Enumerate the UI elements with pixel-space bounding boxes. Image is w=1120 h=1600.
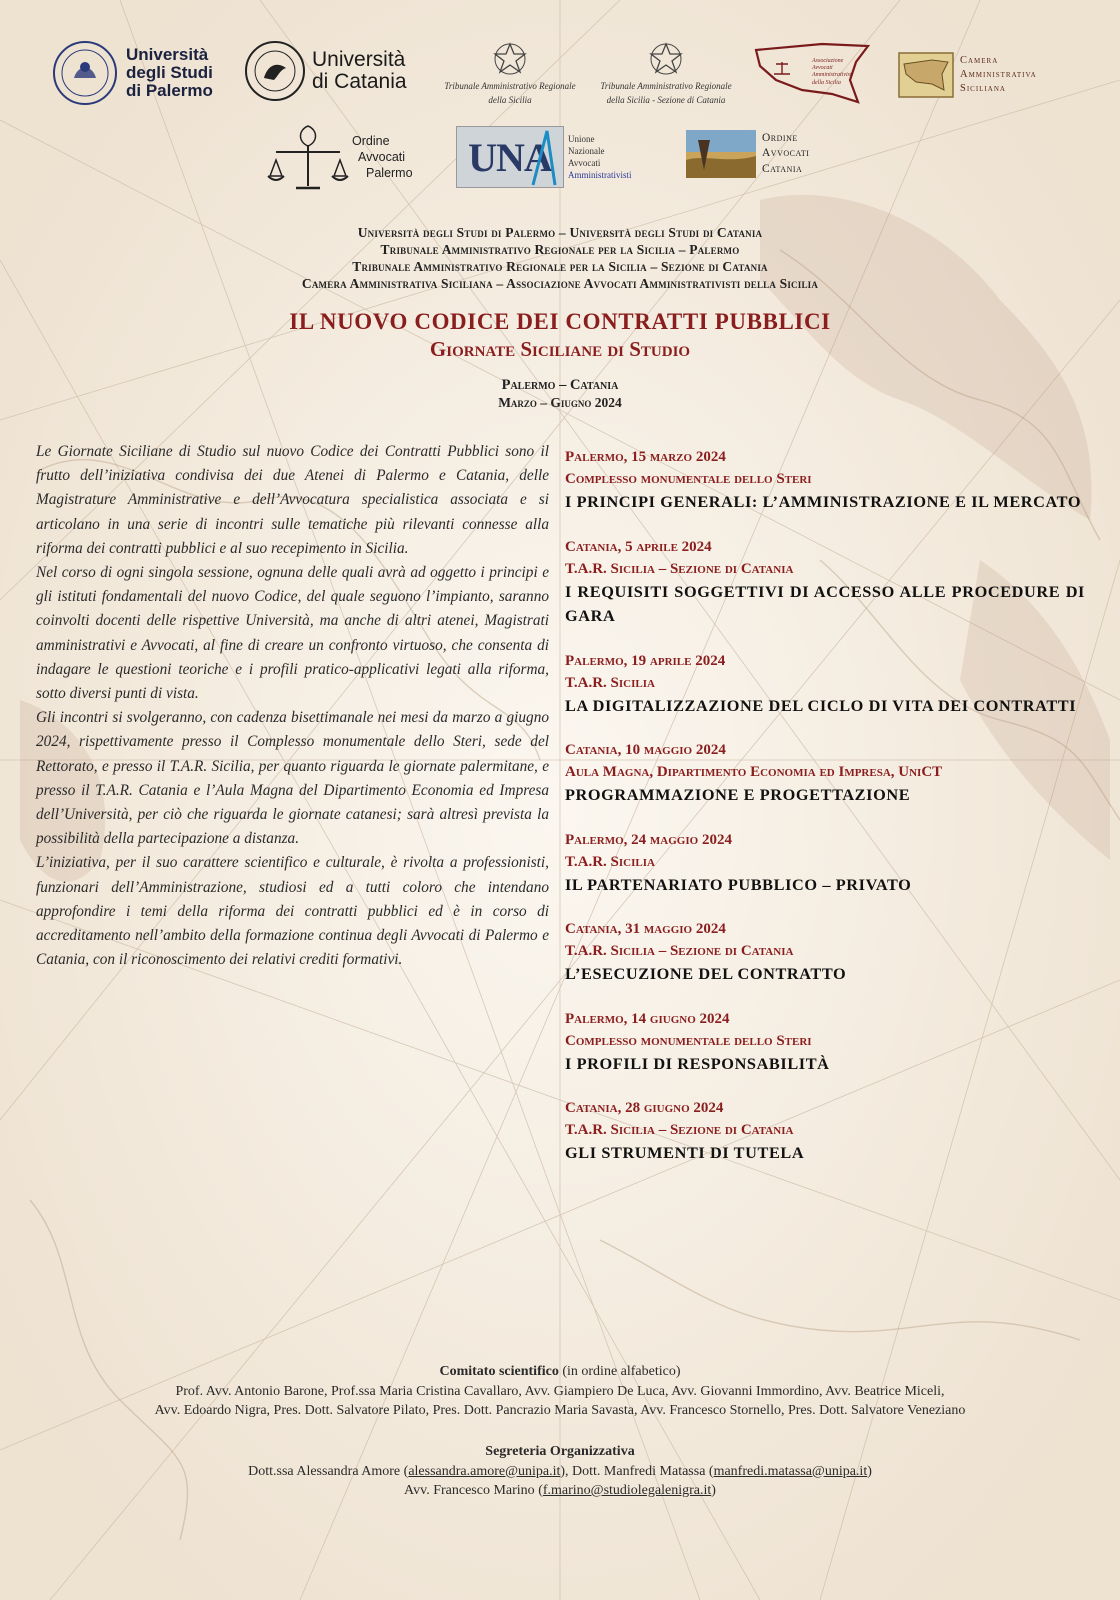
session-topic: GLI STRUMENTI DI TUTELA	[565, 1143, 805, 1162]
session-topic: IL PARTENARIATO PUBBLICO – PRIVATO	[565, 874, 912, 894]
logo-camera	[898, 52, 1037, 98]
session-date: Catania, 28 giugno 2024	[565, 1100, 724, 1116]
schedule-item	[565, 918, 1085, 987]
logo-unict	[244, 40, 407, 102]
institution-line: Tribunale Amministrativo Regionale per la Sicilia – Sezione di Catania	[352, 259, 768, 274]
secretariat: Segreteria Organizzativa Dott.ssa Alessandra Amore (alessandra.amore@unipa.it), Dott. Manfredi Matassa (manfredi.matassa@unipa.it) Avv. Francesco Marino (f.marino@studiolegalenigra.it)	[248, 1444, 872, 1498]
schedule-item	[565, 536, 1085, 629]
intro-paragraph: Le Giornate Siciliane di Studio sul nuovo Codice dei Contratti Pubblici sono il frutto dell’iniziativa condivisa dei due Atenei di Palermo e Catania, delle Magistrature Amministrative e dell’Avvocatura specialistica associata e si articolano in una serie di incontri sulle tematiche più rilevanti connesse alla riforma dei contratti pubblici e al suo recepimento in Sicilia.	[36, 443, 549, 557]
logo-unipa	[52, 40, 213, 106]
session-date: Catania, 5 aprile 2024	[565, 538, 712, 555]
logo-tar-palermo	[440, 40, 580, 107]
intro-paragraph: L’iniziativa, per il suo carattere scientifico e culturale, è rivolta a professionisti, funzionari dell’Amministrazione, studiosi ed a tutti coloro che intendano approfondire i temi della riforma dei contratti pubblici ed è in corso di accreditamento nell’ambito della formazione continua degli Avvocati di Palermo e Catania, con il riconoscimento dei relativi crediti formativi.	[36, 854, 549, 969]
session-topic: I PROFILI DI RESPONSABILITÀ	[565, 1053, 830, 1073]
session-date: Catania, 31 maggio 2024	[565, 921, 726, 937]
tar-palermo-line1: Tribunale Amministrativo Regionale	[444, 81, 576, 91]
session-venue: T.A.R. Sicilia – Sezione di Catania	[565, 1122, 794, 1138]
session-venue: Complesso monumentale dello Steri	[565, 471, 812, 487]
unict-line1: Università	[312, 47, 406, 71]
intro-paragraph: Nel corso di ogni singola sessione, ognuna delle quali avrà ad oggetto i principi e gli istituti fondamentali del nuovo Codice, del quale seguono l’impianto, saranno coinvolti docenti delle rispettive Università, ma anche di altri atenei, Magistrati amministrativi e Avvocati, al fine di creare un confronto virtuoso, che consenta di indagare le questioni teoriche e i profili pratico-applicativi legati alla riforma, sotto diversi punti di vista.	[36, 564, 549, 703]
logo-aaas	[752, 40, 872, 108]
aaas-line1: Associazione	[812, 58, 844, 64]
unipa-seal-icon	[52, 40, 118, 106]
oa-palermo-line1: Ordine	[352, 133, 390, 148]
secretariat-name: Avv. Francesco Marino	[404, 1483, 535, 1498]
committee-note: (in ordine alfabetico)	[562, 1364, 681, 1379]
scales-of-justice-icon	[266, 120, 350, 194]
unipa-line1: Università	[126, 45, 209, 65]
una-swoosh-icon	[529, 127, 559, 187]
una-line2: Nazionale	[568, 145, 605, 156]
una-line4: Amministrativisti	[568, 170, 632, 181]
tar-catania-line1: Tribunale Amministrativo Regionale	[600, 81, 732, 91]
committee-heading: Comitato scientifico	[439, 1364, 559, 1379]
schedule-item	[565, 1097, 1085, 1166]
event-subtitle: Giornate Siciliane di Studio	[429, 337, 691, 361]
logo-tar-catania	[592, 40, 740, 107]
institution-line: Università degli Studi di Palermo – Università degli Studi di Catania	[357, 225, 763, 240]
camera-line1: Camera	[960, 54, 999, 66]
intro-paragraph: Gli incontri si svolgeranno, con cadenza bisettimanale nei mesi da marzo a giugno 2024, rispettivamente presso il Complesso monumentale dello Steri, sede del Rettorato, e presso il T.A.R. Sicilia, per quanto riguarda le giornate palermitane, e presso il T.A.R. Catania e l’Aula Magna del Dipartimento Economia ed Impresa dell’Università, per ciò che riguarda le giornate catanesi; sarà altresì prevista la possibilità della partecipazione a distanza.	[36, 709, 549, 848]
sicily-map-icon	[898, 52, 954, 98]
schedule-item	[565, 446, 1085, 515]
secretariat-email-link[interactable]: alessandra.amore@unipa.it	[408, 1463, 561, 1479]
session-date: Palermo, 24 maggio 2024	[565, 831, 732, 848]
una-line1: Unione	[568, 133, 595, 144]
session-venue: T.A.R. Sicilia	[565, 674, 655, 691]
institution-line: Camera Amministrativa Siciliana – Associazione Avvocati Amministrativisti della Sicilia	[301, 276, 819, 291]
secretariat-email-link[interactable]: f.marino@studiolegalenigra.it	[542, 1483, 712, 1498]
session-venue: T.A.R. Sicilia – Sezione di Catania	[565, 560, 794, 577]
logo-oa-catania	[686, 130, 809, 178]
session-venue: Aula Magna, Dipartimento Economia ed Impresa, UniCT	[565, 764, 943, 780]
schedule-item	[565, 739, 1085, 808]
schedule-item	[565, 829, 1085, 898]
italian-emblem-icon	[646, 40, 686, 80]
session-topic: I PRINCIPI GENERALI: L’AMMINISTRAZIONE E IL MERCATO	[565, 492, 1082, 511]
oa-palermo-line3: Palermo	[366, 166, 413, 181]
session-topic: LA DIGITALIZZAZIONE DEL CICLO DI VITA DEI CONTRATTI	[565, 695, 1077, 715]
schedule-item	[565, 1008, 1085, 1077]
una-line3: Avvocati	[568, 158, 601, 168]
event-places: Palermo – Catania	[501, 377, 619, 393]
schedule-item	[565, 650, 1085, 719]
committee-members-line: Avv. Edoardo Nigra, Pres. Dott. Salvatore Pilato, Pres. Dott. Pancrazio Maria Savasta, Avv. Francesco Stornello, Pres. Dott. Salvatore Veneziano	[154, 1403, 966, 1418]
committee	[0, 1362, 1120, 1421]
unipa-line3: di Palermo	[126, 80, 213, 100]
unipa-line2: degli Studi	[126, 63, 213, 83]
intro-text	[36, 440, 549, 972]
logo-oa-palermo	[266, 120, 413, 194]
event-title: IL NUOVO CODICE DEI CONTRATTI PUBBLICI	[289, 309, 831, 334]
session-topic: L’ESECUZIONE DEL CONTRATTO	[565, 964, 847, 983]
aaas-line2: Avvocati	[812, 65, 833, 72]
oa-catania-line1: Ordine	[762, 131, 798, 144]
session-topic: PROGRAMMAZIONE E PROGETTAZIONE	[565, 785, 911, 804]
camera-line3: Siciliana	[960, 83, 1006, 95]
italian-emblem-icon	[490, 40, 530, 80]
session-topic: I REQUISITI SOGGETTIVI DI ACCESSO ALLE PROCEDURE DI GARA	[565, 581, 1085, 625]
institution-line: Tribunale Amministrativo Regionale per la Sicilia – Palermo	[380, 242, 740, 257]
oa-catania-line3: Catania	[762, 162, 803, 175]
unict-line2: di Catania	[312, 70, 407, 93]
secretariat-name: Dott.ssa Alessandra Amore	[248, 1463, 401, 1479]
camera-line2: Amministrativa	[960, 68, 1037, 80]
aaas-line4: della Sicilia	[812, 79, 841, 86]
committee-members-line: Prof. Avv. Antonio Barone, Prof.ssa Maria Cristina Cavallaro, Avv. Giampiero De Luca, Avv. Giovanni Immordino, Avv. Beatrice Miceli,	[175, 1383, 945, 1399]
oa-palermo-line2: Avvocati	[358, 149, 406, 164]
session-venue: T.A.R. Sicilia – Sezione di Catania	[565, 943, 794, 959]
event-period: Marzo – Giugno 2024	[498, 395, 622, 410]
session-venue: Complesso monumentale dello Steri	[565, 1032, 812, 1049]
oa-catania-line2: Avvocati	[762, 147, 810, 160]
session-venue: T.A.R. Sicilia	[565, 853, 655, 870]
tar-palermo-line2: della Sicilia	[488, 94, 532, 105]
unict-seal-icon	[244, 40, 306, 102]
secretariat-heading: Segreteria Organizzativa	[485, 1444, 635, 1459]
secretariat-email-link[interactable]: manfredi.matassa@unipa.it	[713, 1463, 868, 1479]
tar-catania-line2: della Sicilia - Sezione di Catania	[606, 94, 726, 105]
schedule	[565, 446, 1085, 1187]
session-date: Palermo, 14 giugno 2024	[565, 1010, 730, 1027]
secretariat-name: Dott. Manfredi Matassa	[572, 1463, 706, 1479]
session-date: Catania, 10 maggio 2024	[565, 742, 726, 758]
catania-painting-icon	[686, 130, 756, 178]
session-date: Palermo, 19 aprile 2024	[565, 652, 726, 669]
aaas-line3: Amministrativisti	[812, 72, 854, 79]
logo-una	[456, 126, 632, 188]
session-date: Palermo, 15 marzo 2024	[565, 449, 726, 465]
una-mark: UNA	[468, 134, 552, 180]
